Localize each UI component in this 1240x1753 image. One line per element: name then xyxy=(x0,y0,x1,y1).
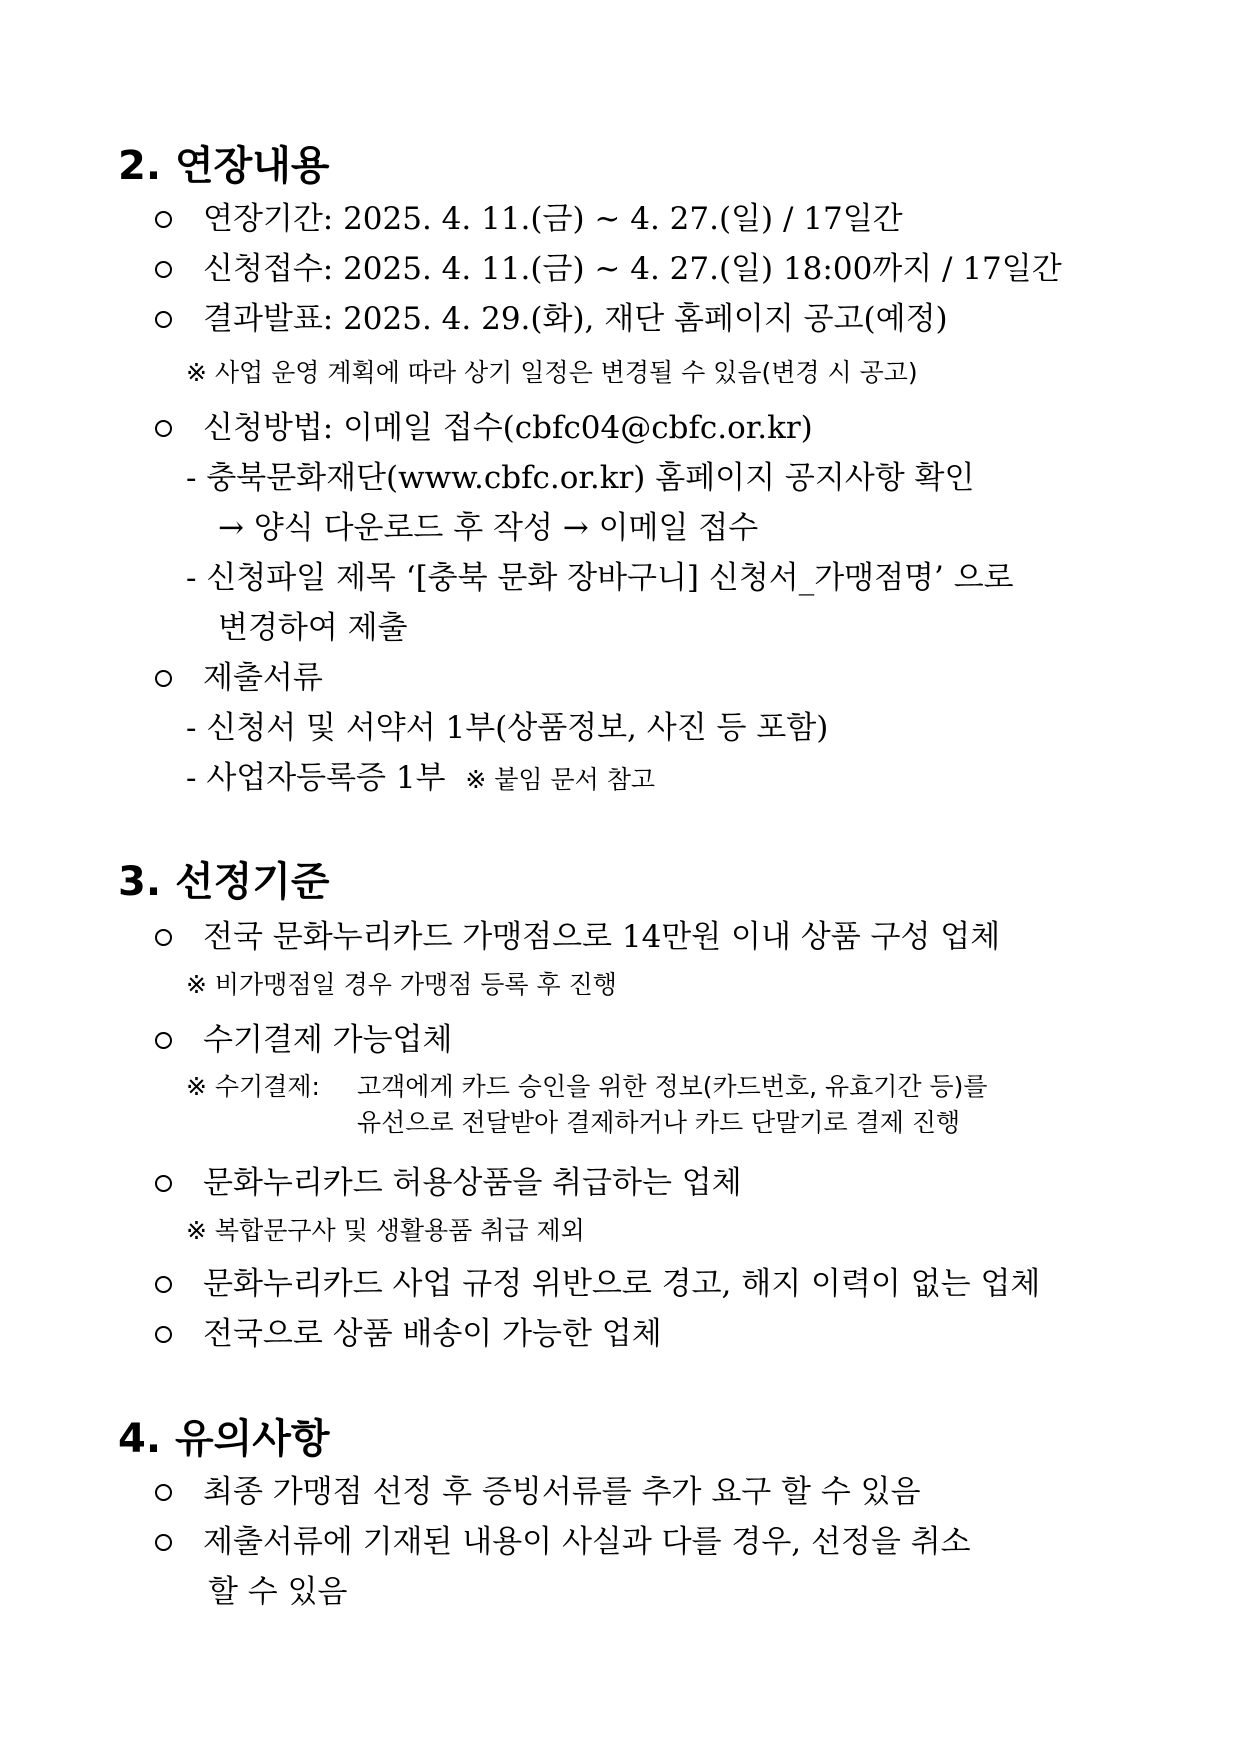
circle-bullet-icon xyxy=(155,420,172,437)
circle-bullet-icon xyxy=(155,211,172,228)
required-documents: 제출서류 xyxy=(203,660,323,696)
application-method: 신청방법: 이메일 접수(cbfc04@cbfc.or.kr) xyxy=(203,410,813,446)
circle-bullet-icon xyxy=(155,1032,172,1049)
criterion-2-note: 고객에게 카드 승인을 위한 정보(카드번호, 유효기간 등)를 xyxy=(357,1072,988,1101)
circle-bullet-icon xyxy=(155,670,172,687)
attachment-note: ※ 붙임 문서 참고 xyxy=(465,765,656,794)
notice-1: 최종 가맹점 선정 후 증빙서류를 추가 요구 할 수 있음 xyxy=(203,1474,921,1510)
circle-bullet-icon xyxy=(155,1276,172,1293)
extension-period: 연장기간: 2025. 4. 11.(금) ~ 4. 27.(일) / 17일간 xyxy=(203,201,903,237)
method-detail-2: - 신청파일 제목 ‘[충북 문화 장바구니] 신청서_가맹점명’ 으로 xyxy=(186,560,1014,596)
method-detail-2-cont: 변경하여 제출 xyxy=(218,610,408,646)
notice-2-cont: 할 수 있음 xyxy=(208,1574,348,1610)
criterion-4: 문화누리카드 사업 규정 위반으로 경고, 해지 이력이 없는 업체 xyxy=(203,1266,1041,1302)
section-4-heading: 4. 유의사항 xyxy=(118,1416,330,1462)
criterion-1-note: ※ 비가맹점일 경우 가맹점 등록 후 진행 xyxy=(186,970,617,999)
circle-bullet-icon xyxy=(155,929,172,946)
criterion-2: 수기결제 가능업체 xyxy=(203,1022,453,1058)
documents-item-1: - 신청서 및 서약서 1부(상품정보, 사진 등 포함) xyxy=(186,710,829,746)
method-detail-1-cont: → 양식 다운로드 후 작성 → 이메일 접수 xyxy=(218,510,759,546)
section-2-heading: 2. 연장내용 xyxy=(118,143,330,189)
result-announcement: 결과발표: 2025. 4. 29.(화), 재단 홈페이지 공고(예정) xyxy=(203,301,948,337)
circle-bullet-icon xyxy=(155,311,172,328)
application-period: 신청접수: 2025. 4. 11.(금) ~ 4. 27.(일) 18:00까지 / 17일간 xyxy=(203,251,1062,287)
criterion-3: 문화누리카드 허용상품을 취급하는 업체 xyxy=(203,1165,742,1201)
documents-item-2 xyxy=(186,760,656,796)
circle-bullet-icon xyxy=(155,1484,172,1501)
circle-bullet-icon xyxy=(155,1175,172,1192)
section-3-heading: 3. 선정기준 xyxy=(118,859,330,905)
circle-bullet-icon xyxy=(155,261,172,278)
schedule-change-note: ※ 사업 운영 계획에 따라 상기 일정은 변경될 수 있음(변경 시 공고) xyxy=(186,358,918,387)
notice-2: 제출서류에 기재된 내용이 사실과 다를 경우, 선정을 취소 xyxy=(203,1524,971,1560)
criterion-1: 전국 문화누리카드 가맹점으로 14만원 이내 상품 구성 업체 xyxy=(203,919,1001,955)
criterion-3-note: ※ 복합문구사 및 생활용품 취급 제외 xyxy=(186,1216,585,1245)
documents-item-2-text: - 사업자등록증 1부 xyxy=(186,760,446,796)
criterion-2-note-label: ※ 수기결제: xyxy=(186,1072,320,1101)
circle-bullet-icon xyxy=(155,1326,172,1343)
criterion-5: 전국으로 상품 배송이 가능한 업체 xyxy=(203,1316,662,1352)
criterion-2-note-cont: 유선으로 전달받아 결제하거나 카드 단말기로 결제 진행 xyxy=(357,1108,961,1137)
circle-bullet-icon xyxy=(155,1534,172,1551)
method-detail-1: - 충북문화재단(www.cbfc.or.kr) 홈페이지 공지사항 확인 xyxy=(186,460,975,496)
